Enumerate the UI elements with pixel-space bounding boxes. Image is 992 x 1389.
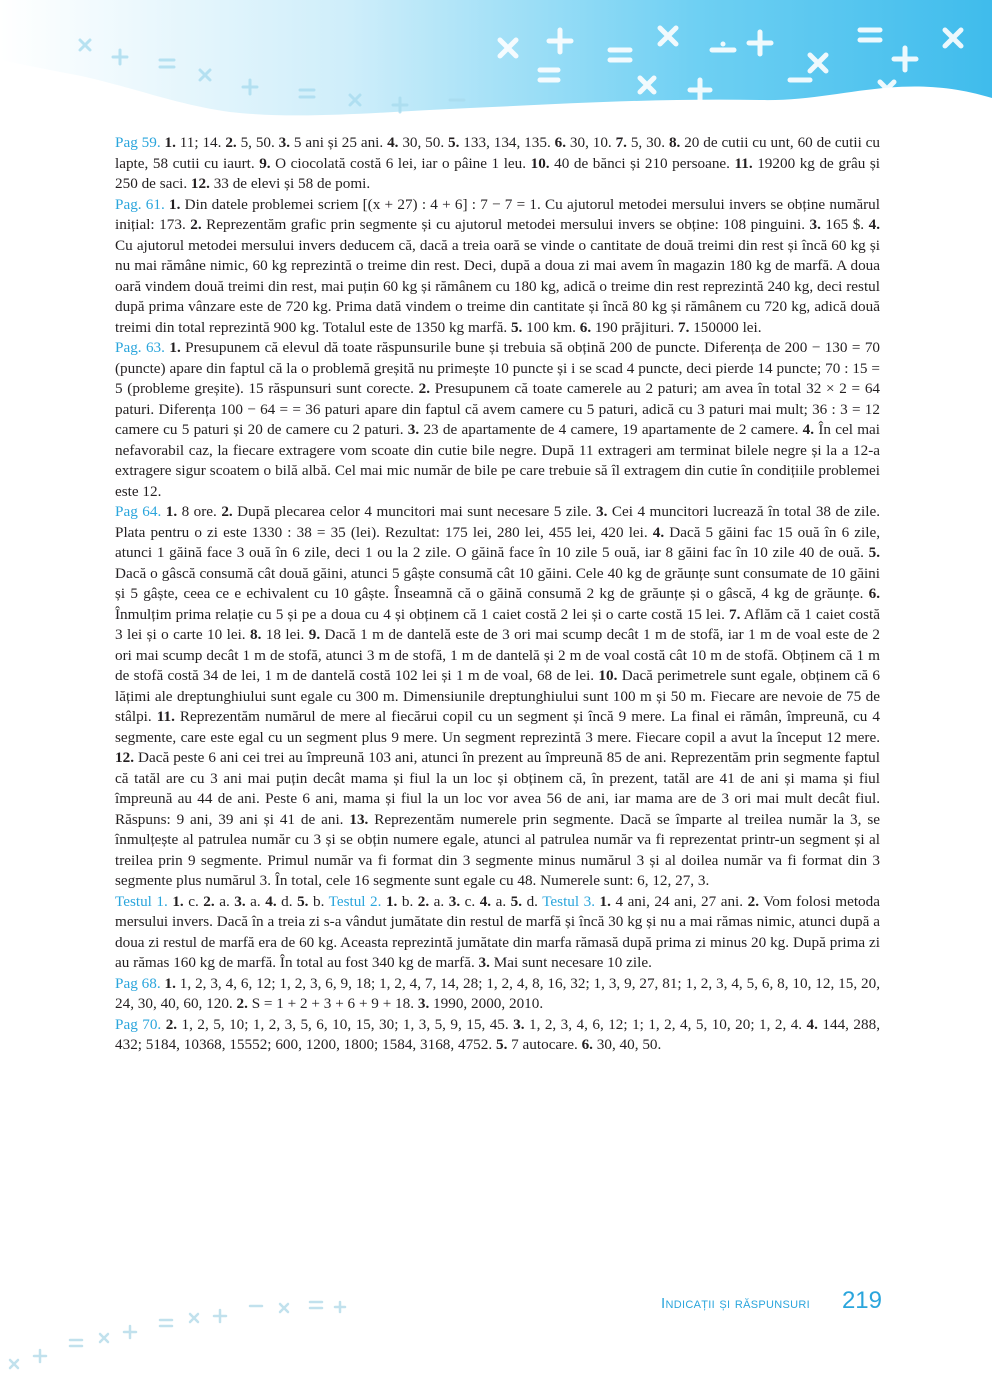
- answer-text: d.: [276, 892, 298, 910]
- answer-text: 30, 40, 50.: [592, 1036, 662, 1053]
- answer-text: S = 1 + 2 + 3 + 6 + 9 + 18.: [247, 995, 418, 1012]
- page-reference: Testul 1.: [115, 892, 173, 910]
- exercise-number: 2.: [221, 503, 233, 520]
- exercise-number: 5.: [868, 544, 880, 561]
- exercise-number: 9.: [308, 626, 321, 643]
- answer-text: 40 de bănci și 210 persoane.: [549, 154, 735, 172]
- exercise-number: 7.: [729, 605, 741, 623]
- answer-text: Vom folosi metoda mersului invers. Dacă în a treia zi s-a vândut jumătate din restul de marfă și încă 30 kg și nu a mai rămas nimic, atunci după a doua zi restul de marfă era de 60 kg. Aceasta reprezintă jumătate din marfa rămasă după prima zi minus 20 kg. După prima zi au rămas 160 kg de marfă. În total au fost 340 kg de marfă.: [115, 892, 880, 971]
- exercise-number: 2.: [203, 892, 215, 910]
- exercise-number: 2.: [747, 892, 759, 910]
- answer-paragraph: [115, 974, 880, 1015]
- header-banner: [0, 0, 992, 150]
- answer-text: a.: [491, 892, 511, 910]
- answer-text: Presupunem că elevul dă toate răspunsurile bune și trebuia să obțină 200 de puncte. Diferența de 200 − 130 = 70 (puncte) apare din faptul că la o problemă greșită nu primește 10 puncte și i se scad 4 puncte, deci pierde 14 puncte; 70 : 15 = 5 (probleme greșite). 15 răspunsuri sunt corecte.: [115, 339, 881, 397]
- exercise-number: 4.: [265, 892, 277, 910]
- exercise-number: 5.: [510, 318, 523, 336]
- answer-text: 30, 50.: [398, 134, 449, 151]
- exercise-number: 10.: [530, 154, 550, 172]
- answer-text: Dacă perimetrele sunt egale, obținem că 6 lățimi ale dreptunghiului sunt egale cu 300 m. Dimensiunile dreptunghiului sunt 100 m și 50 m. Fiecare are nevoie de 75 de stâlpi.: [115, 667, 881, 725]
- page-reference: Pag. 63.: [115, 339, 170, 356]
- exercise-number: 2.: [225, 134, 237, 151]
- exercise-number: 8.: [668, 134, 681, 151]
- exercise-number: 5.: [495, 1036, 508, 1053]
- answer-text: O ciocolată costă 6 lei, iar o pâine 1 leu.: [270, 154, 531, 172]
- exercise-number: 7.: [678, 318, 690, 336]
- answer-text: 11; 14.: [175, 134, 226, 151]
- page-reference: Pag 59.: [115, 134, 165, 151]
- answers-content: [115, 133, 880, 1056]
- answer-text: 190 prăjituri.: [591, 318, 679, 336]
- answer-text: 144, 288, 432; 5184, 10368, 15552; 600, 1200, 1800; 1584, 3168, 4752.: [115, 1015, 881, 1053]
- exercise-number: 3.: [234, 892, 246, 910]
- answer-text: Cei 4 muncitori lucrează în total 38 de zile. Plata pentru o zi este 1330 : 38 = 35 (lei). Rezultat: 175 lei, 280 lei, 455 lei, 420 lei.: [115, 503, 881, 541]
- exercise-number: 8.: [249, 626, 262, 643]
- exercise-number: 2.: [190, 216, 202, 233]
- exercise-number: 1.: [599, 892, 611, 910]
- answer-text: 4 ani, 24 ani, 27 ani.: [610, 892, 748, 910]
- page-reference: Pag 70.: [115, 1015, 166, 1033]
- answer-text: 1990, 2000, 2010.: [429, 995, 544, 1012]
- answer-text: 8 ore.: [177, 503, 222, 520]
- answer-text: 7 autocare.: [507, 1036, 582, 1053]
- exercise-number: 1.: [385, 892, 398, 910]
- exercise-number: 11.: [156, 708, 175, 725]
- exercise-number: 5.: [297, 892, 309, 910]
- answer-text: 165 $.: [820, 216, 869, 233]
- exercise-number: 6.: [554, 134, 567, 151]
- answer-text: După plecarea celor 4 muncitori mai sunt necesare 5 zile.: [232, 503, 597, 520]
- answer-paragraph: [115, 892, 880, 974]
- exercise-number: 2.: [165, 1015, 178, 1033]
- exercise-number: 4.: [652, 523, 665, 541]
- exercise-number: 2.: [418, 380, 431, 397]
- exercise-number: 3.: [478, 954, 490, 971]
- answer-text: 23 de apartamente de 4 camere, 19 apartamente de 2 camere.: [419, 421, 803, 438]
- section-title: Indicații și răspunsuri: [661, 1295, 810, 1312]
- exercise-number: 1.: [172, 892, 184, 910]
- exercise-number: 5.: [448, 134, 460, 151]
- exercise-number: 4.: [868, 216, 880, 233]
- answer-text: Dacă 1 m de dantelă este de 3 ori mai scump decât 1 m de stofă, iar 1 m de voal este de 2 ori mai scump decât 1 m de stofă, atunci 3 m de stofă, 1 m de dantelă și 2 m de voal costă cât 10 m de stofă. Obținem că 1 m de stofă costă 34 de lei, 1 m de dantelă costă 102 lei și 1 m de voal, 68 de lei.: [115, 626, 880, 684]
- exercise-number: 3.: [417, 995, 430, 1012]
- exercise-number: 2.: [417, 892, 430, 910]
- exercise-number: 12.: [115, 749, 134, 766]
- answer-text: 19200 kg de grâu și 250 de saci.: [115, 154, 880, 192]
- answer-text: b.: [397, 892, 418, 910]
- answer-text: Presupunem că toate camerele au 2 paturi; am avea în total 32 × 2 = 64 paturi. Diferența 100 − 64 = = 36 paturi apare din faptul că avem camere cu 5 paturi, adică cu 3 paturi mai mult; 36 : 3 = 12 camere cu 5 paturi și 20 de camere cu 2 paturi.: [115, 380, 881, 438]
- exercise-number: 1.: [164, 134, 176, 151]
- exercise-number: 3.: [448, 892, 461, 910]
- answer-text: 150000 lei.: [689, 318, 762, 336]
- answer-paragraph: [115, 133, 880, 195]
- answer-paragraph: [115, 195, 880, 339]
- exercise-number: 11.: [734, 154, 753, 172]
- answer-text: Mai sunt necesare 10 zile.: [489, 954, 652, 971]
- answer-text: 30, 10.: [566, 134, 616, 151]
- answer-text: Dacă peste 6 ani cei trei au împreună 103 ani, atunci în prezent au împreună 85 de ani. Reprezentăm prin segmente faptul că tatăl are cu 3 ani mai puțin decât mama și fiul la un loc și obținem că, în prezent, tatăl are 41 de ani și mama și fiul împreună au 44 de ani. Peste 6 ani, mama și fiul la un loc vor avea 56 de ani, iar mama are de 3 ori mai mult decât fiul. Răspuns: 9 ani, 39 ani și 41 de ani.: [115, 749, 880, 828]
- answer-text: d.: [522, 892, 543, 910]
- answer-paragraph: [115, 502, 880, 892]
- answer-text: 20 de cutii cu unt, 60 de cutii cu lapte, 58 cutii cu iaurt.: [115, 134, 881, 172]
- exercise-number: 3.: [407, 421, 420, 438]
- footer-doodles: [0, 1290, 420, 1389]
- answer-text: 133, 134, 135.: [459, 134, 555, 151]
- exercise-number: 2.: [236, 995, 248, 1012]
- answer-text: 33 de elevi și 58 de pomi.: [209, 175, 371, 192]
- answer-paragraph: [115, 1015, 880, 1056]
- answer-text: c.: [460, 892, 480, 910]
- answer-text: Înmulțim prima relație cu 5 și pe a doua cu 4 și obținem că 1 caiet costă 2 lei și o carte costă 15 lei.: [115, 605, 730, 623]
- exercise-number: 4.: [479, 892, 492, 910]
- page-reference: Pag 68.: [115, 974, 165, 992]
- answer-text: 1, 2, 3, 4, 6, 12; 1; 1, 2, 4, 5, 10, 20; 1, 2, 4.: [524, 1015, 807, 1033]
- exercise-number: 3.: [596, 503, 608, 520]
- answer-text: Aflăm că 1 caiet costă 3 lei și o carte 10 lei.: [115, 605, 880, 643]
- exercise-number: 3.: [278, 134, 291, 151]
- answer-text: Dacă o gâscă consumă cât două găini, atunci 5 gâște consumă cât 10 găini. Cele 40 kg de grăunțe sunt consumate de 10 găini și 5 gâște, ceea ce e echivalent cu 10 gâște. Înseamnă că o găină consumă 2 kg de grăunțe și o gâscă, 4 kg de grăunțe.: [115, 564, 880, 602]
- answer-text: b.: [308, 892, 329, 910]
- answer-text: Din datele problemei scriem [(x + 27) : 4 + 6] : 7 − 7 = 1. Cu ajutorul metodei mersului invers se obține numărul inițial: 173.: [115, 195, 880, 233]
- answer-text: 5, 50.: [236, 134, 279, 151]
- page-reference: Pag 64.: [115, 503, 166, 520]
- exercise-number: 7.: [615, 134, 627, 151]
- exercise-number: 1.: [165, 503, 178, 520]
- answer-text: 1, 2, 5, 10; 1, 2, 3, 5, 6, 10, 15, 30; 1, 3, 5, 9, 15, 45.: [177, 1015, 514, 1033]
- exercise-number: 4.: [387, 134, 399, 151]
- page-reference: Pag. 61.: [115, 195, 170, 213]
- exercise-number: 6.: [579, 318, 592, 336]
- answer-text: 100 km.: [522, 318, 580, 336]
- exercise-number: 3.: [809, 216, 821, 233]
- page-reference: Testul 2.: [328, 892, 386, 910]
- answer-text: 1, 2, 3, 4, 6, 12; 1, 2, 3, 6, 9, 18; 1, 2, 4, 7, 14, 28; 1, 2, 4, 8, 16, 32; 1, 3, 9, 27, 81; 1, 2, 3, 4, 5, 6, 8, 10, 12, 15, 20, 24, 30, 40, 60, 120.: [115, 974, 880, 1012]
- exercise-number: 6.: [581, 1036, 593, 1053]
- answer-text: 5 ani și 25 ani.: [290, 134, 388, 151]
- exercise-number: 1.: [164, 974, 176, 992]
- exercise-number: 1.: [169, 195, 181, 213]
- exercise-number: 9.: [259, 154, 271, 172]
- page-reference: Testul 3.: [542, 892, 600, 910]
- answer-text: Dacă 5 găini fac 15 ouă în 6 zile, atunci 1 găină face 3 ouă în 6 zile, deci 1 ou la 2 zile. O găină face în 10 zile 5 ouă, iar 8 găini fac în 10 zile 40 de ouă.: [115, 523, 880, 561]
- answer-text: c.: [183, 892, 204, 910]
- answer-text: Reprezentăm grafic prin segmente și cu ajutorul metodei mersului invers se obține: 108 pinguini.: [201, 216, 810, 233]
- exercise-number: 4.: [802, 421, 815, 438]
- exercise-number: 5.: [510, 892, 523, 910]
- answer-paragraph: [115, 338, 880, 502]
- answer-text: a.: [245, 892, 266, 910]
- answer-text: Reprezentăm numărul de mere al fiecărui copil cu un segment și încă 9 mere. La final ei rămân, împreună, cu 4 segmente, care este egal cu un segment plus 9 mere. Un segment reprezintă 3 mere. Fiecare copil a avut la început 12 mere.: [115, 708, 880, 746]
- answer-text: Cu ajutorul metodei mersului invers deducem că, dacă a treia oară se vinde o cantitate de două treimi din rest și încă 60 kg și nu mai rămâne nimic, 60 kg reprezintă o treime din rest. Deci, după a doua zi mai avem în magazin 180 kg de marfă. A doua oară vindem două treimi din rest, mai puțin 60 kg și rămânem cu 180 kg, adică o treime din rest reprezintă 240 kg, deci restul după prima vânzare este de 720 kg. Prima dată vindem o treime din cantitate și încă 80 kg și rămânem cu 720 kg, adică două treimi din total reprezintă 900 kg. Totalul este de 1350 kg marfă.: [115, 236, 880, 336]
- answer-text: a.: [214, 892, 235, 910]
- exercise-number: 10.: [598, 667, 618, 684]
- answer-text: 18 lei.: [261, 626, 309, 643]
- exercise-number: 12.: [190, 175, 210, 192]
- page-number: 219: [841, 1287, 882, 1314]
- answer-text: 5, 30.: [626, 134, 669, 151]
- answer-text: În cel mai nefavorabil caz, la fiecare extragere vom scoate din cutie bile negre. După 11 extrageri am terminat bilele negre și la a 12-a extragere sigur scoatem o bilă albă. Cel mai mic număr de bile pe care trebuie să îl extragem din cutie în condițiile problemei este 12.: [115, 421, 880, 500]
- page-footer: [620, 1287, 882, 1319]
- exercise-number: 4.: [806, 1015, 818, 1033]
- exercise-number: 6.: [868, 585, 880, 602]
- answer-text: a.: [429, 892, 449, 910]
- exercise-number: 3.: [513, 1015, 525, 1033]
- exercise-number: 13.: [349, 810, 369, 828]
- banner-wave: [0, 0, 992, 115]
- answer-text: Reprezentăm numerele prin segmente. Dacă se împarte al treilea număr la 3, se înmulțește al patrulea număr cu 3 și se obțin numere egale, atunci al patrulea număr va fi reprezentat printr-un segment și al treilea prin 9 segmente. Primul număr va fi format din 3 segmente minus numărul 3 și al doilea număr va fi format din 3 segmente plus numărul 3. În total, cele 16 segmente sunt egale cu 48. Numerele sunt: 6, 12, 27, 3.: [115, 810, 880, 889]
- exercise-number: 1.: [169, 339, 181, 356]
